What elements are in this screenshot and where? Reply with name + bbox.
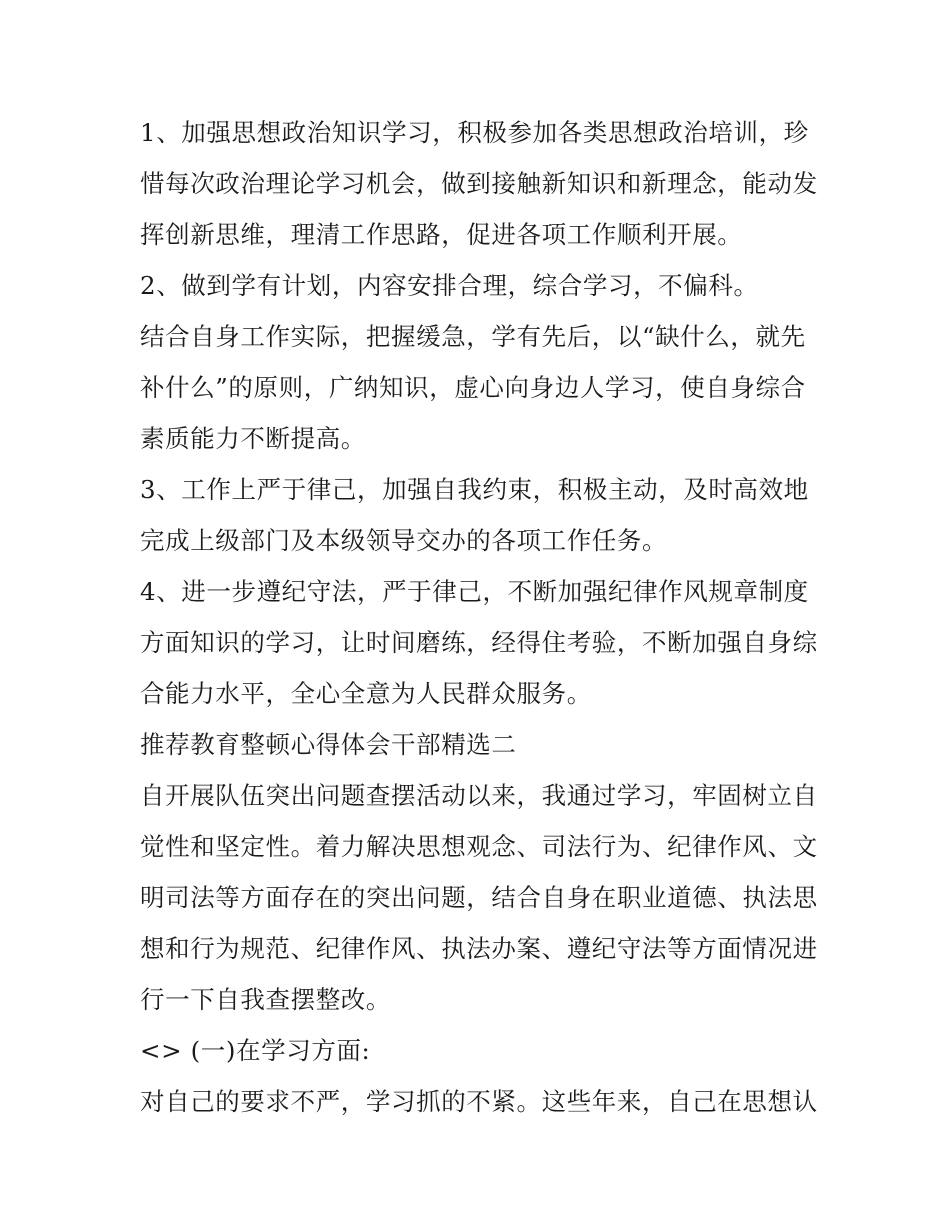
text-line-6: 补什么”的原则，广纳知识，虚心向身边人学习，使自身综合 xyxy=(140,373,806,402)
text-line-4: 2、做到学有计划，内容安排合理，综合学习，不偏科。 xyxy=(140,271,759,300)
text-line-1: 1、加强思想政治知识学习，积极参加各类思想政治培训，珍 xyxy=(140,118,809,147)
document-body xyxy=(140,107,840,1127)
text-line-17: 想和行为规范、纪律作风、执法办案、遵纪守法等方面情况进 xyxy=(140,934,818,963)
text-line-8: 3、工作上严于律己，加强自我约束，积极主动，及时高效地 xyxy=(140,475,809,504)
text-line-7: 素质能力不断提高。 xyxy=(140,424,366,453)
text-line-11: 方面知识的学习，让时间磨练，经得住考验，不断加强自身综 xyxy=(140,628,818,657)
text-line-10: 4、进一步遵纪守法，严于律己，不断加强纪律作风规章制度 xyxy=(140,577,809,606)
text-line-14: 自开展队伍突出问题查摆活动以来，我通过学习，牢固树立自 xyxy=(140,781,818,810)
text-line-5: 结合自身工作实际，把握缓急，学有先后，以“缺什么，就先 xyxy=(140,322,806,351)
text-line-15: 觉性和坚定性。着力解决思想观念、司法行为、纪律作风、文 xyxy=(140,832,818,861)
text-line-18: 行一下自我查摆整改。 xyxy=(140,985,391,1014)
text-line-16: 明司法等方面存在的突出问题，结合自身在职业道德、执法思 xyxy=(140,883,818,912)
text-line-9: 完成上级部门及本级领导交办的各项工作任务。 xyxy=(140,526,668,555)
subsection-heading: <> (一)在学习方面: xyxy=(140,1036,371,1065)
text-line-20: 对自己的要求不严，学习抓的不紧。这些年来，自己在思想认 xyxy=(140,1087,818,1116)
text-line-2: 惜每次政治理论学习机会，做到接触新知识和新理念，能动发 xyxy=(140,169,818,198)
text-line-3: 挥创新思维，理清工作思路，促进各项工作顺利开展。 xyxy=(140,220,743,249)
text-line-12: 合能力水平，全心全意为人民群众服务。 xyxy=(140,679,592,708)
section-heading: 推荐教育整顿心得体会干部精选二 xyxy=(140,730,517,759)
